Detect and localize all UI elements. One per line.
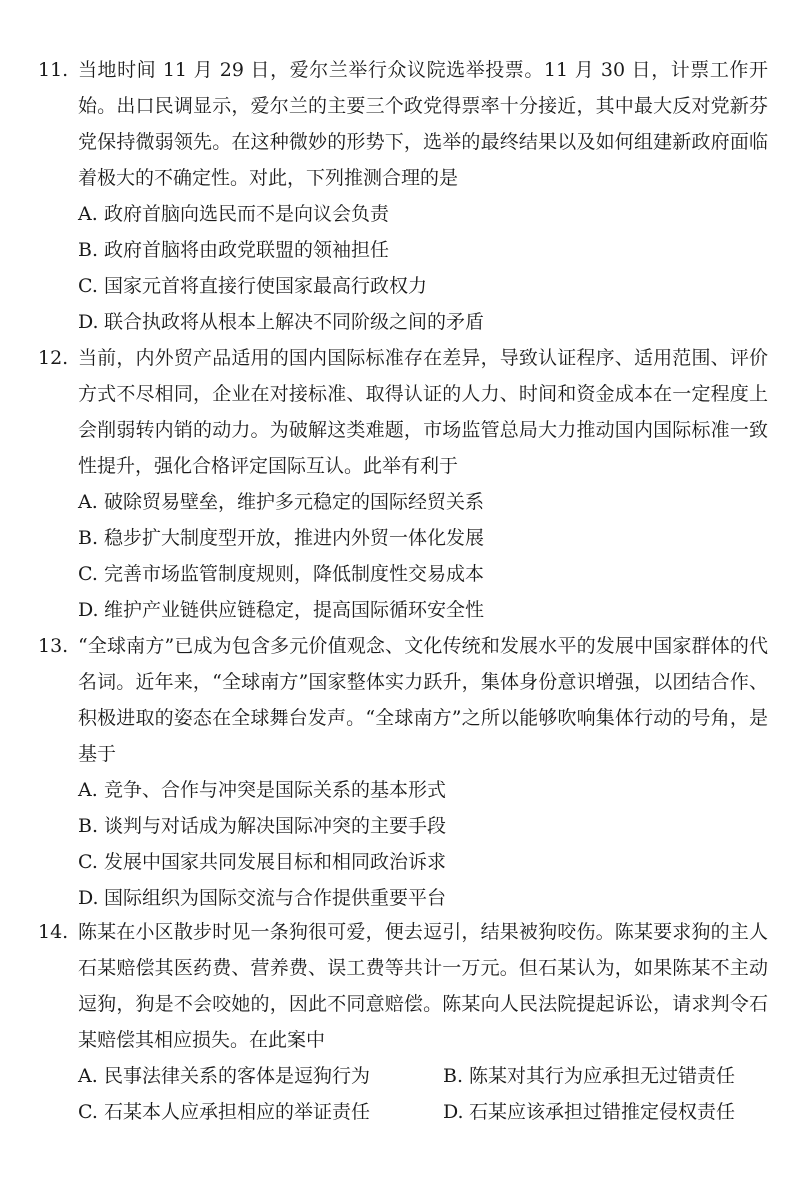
option-text: 竞争、合作与冲突是国际关系的基本形式 [104,779,447,801]
question-number: 11. [38,59,69,81]
option-text: 稳步扩大制度型开放，推进内外贸一体化发展 [104,527,485,549]
option-letter: C. [78,275,98,297]
question-stem: 陈某在小区散步时见一条狗很可爱，便去逗引，结果被狗咬伤。陈某要求狗的主人石某赔偿其医药费、营养费、误工费等共计一万元。但石某认为，如果陈某不主动逗狗，狗是不会咬她的，因此不同意赔偿。陈某向人民法院提起诉讼，请求判令石某赔偿其相应损失。在此案中 [78,921,768,1051]
option-letter: B. [443,1065,464,1087]
option-a [78,772,768,808]
question-stem: “全球南方”已成为包含多元价值观念、文化传统和发展水平的发展中国家群体的代名词。近年来，“全球南方”国家整体实力跃升，集体身份意识增强，以团结合作、积极进取的姿态在全球舞台发声。“全球南方”之所以能够吹响集体行动的号角，是基于 [78,635,768,765]
option-c [78,844,768,880]
option-letter: B. [78,527,99,549]
option-text: 谈判与对话成为解决国际冲突的主要手段 [104,815,447,837]
option-d [443,1094,773,1130]
option-a [78,196,768,232]
option-c [78,556,768,592]
option-letter: C. [78,563,98,585]
option-text: 石某本人应承担相应的举证责任 [104,1101,371,1123]
option-a [78,1058,408,1094]
option-letter: D. [78,311,99,333]
question-number: 12. [38,347,69,369]
question-stem: 当地时间 11 月 29 日，爱尔兰举行众议院选举投票。11 月 30 日，计票工作开始。出口民调显示，爱尔兰的主要三个政党得票率十分接近，其中最大反对党新芬党保持微弱领先。在这种微妙的形势下，选举的最终结果以及如何组建新政府面临着极大的不确定性。对此，下列推测合理的是 [78,59,768,189]
option-b [78,232,768,268]
option-c [78,1094,408,1130]
option-text: 发展中国家共同发展目标和相同政治诉求 [104,851,447,873]
option-letter: B. [78,239,99,261]
option-letter: C. [78,851,98,873]
option-letter: C. [78,1101,98,1123]
question-number: 14. [38,921,69,943]
option-text: 政府首脑将由政党联盟的领袖担任 [104,239,390,261]
option-letter: A. [78,779,98,801]
option-text: 石某应该承担过错推定侵权责任 [469,1101,736,1123]
option-letter: A. [78,203,98,225]
option-letter: D. [78,887,99,909]
option-text: 民事法律关系的客体是逗狗行为 [104,1065,371,1087]
option-text: 维护产业链供应链稳定，提高国际循环安全性 [104,599,485,621]
option-text: 国家元首将直接行使国家最高行政权力 [104,275,428,297]
option-b [443,1058,773,1094]
option-letter: B. [78,815,99,837]
option-text: 完善市场监管制度规则，降低制度性交易成本 [104,563,485,585]
option-text: 政府首脑向选民而不是向议会负责 [104,203,390,225]
option-d [78,304,768,340]
option-letter: A. [78,491,98,513]
option-c [78,268,768,304]
question-number: 13. [38,635,69,657]
option-d [78,880,768,916]
option-letter: D. [443,1101,464,1123]
option-text: 陈某对其行为应承担无过错责任 [469,1065,736,1087]
question-stem: 当前，内外贸产品适用的国内国际标准存在差异，导致认证程序、适用范围、评价方式不尽相同，企业在对接标准、取得认证的人力、时间和资金成本在一定程度上会削弱转内销的动力。为破解这类难题，市场监管总局大力推动国内国际标准一致性提升，强化合格评定国际互认。此举有利于 [78,347,768,477]
option-letter: A. [78,1065,98,1087]
option-text: 国际组织为国际交流与合作提供重要平台 [104,887,447,909]
option-letter: D. [78,599,99,621]
option-d [78,592,768,628]
option-text: 破除贸易壁垒，维护多元稳定的国际经贸关系 [104,491,485,513]
option-a [78,484,768,520]
option-b [78,808,768,844]
option-b [78,520,768,556]
option-text: 联合执政将从根本上解决不同阶级之间的矛盾 [104,311,485,333]
